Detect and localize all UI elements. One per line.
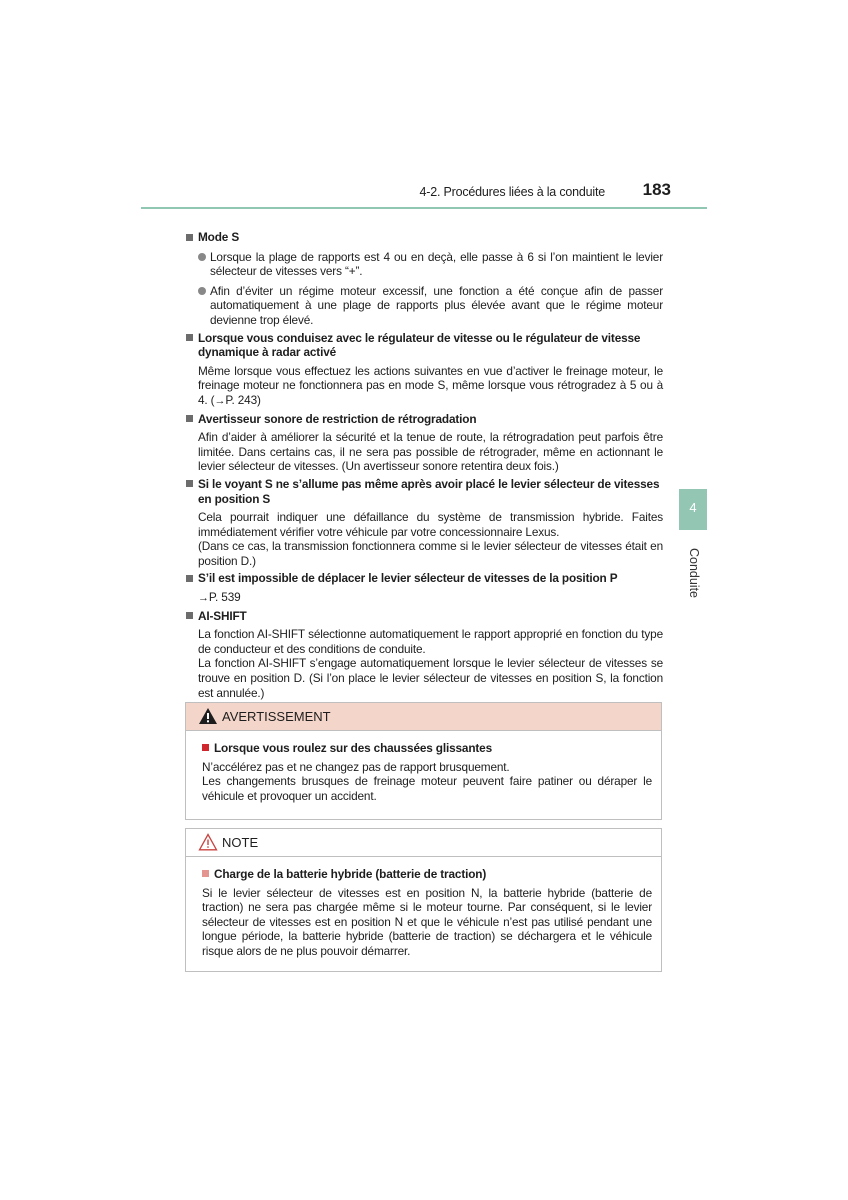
square-bullet-icon — [202, 870, 209, 877]
note-text — [202, 886, 652, 959]
paragraph-text: La fonction AI-SHIFT sélectionne automatiquement le rapport approprié en fonction du type de conducteur et des conditions de conduite. — [198, 627, 663, 656]
paragraph-text: Même lorsque vous effectuez les actions suivantes en vue d’activer le freinage moteur, le freinage moteur ne fonctionnera pas en mode S, même lorsque vous rétrogradez à 5 ou à 4. ( — [198, 363, 663, 407]
warning-label: AVERTISSEMENT — [222, 709, 331, 724]
heading-text: Lorsque vous conduisez avec le régulateur de vitesse ou le régulateur de vitesse dynamique à radar activé — [198, 330, 641, 360]
square-bullet-icon — [186, 575, 193, 582]
note-label: NOTE — [222, 835, 259, 850]
reference-line — [186, 590, 663, 606]
page-reference[interactable]: P. 243 — [225, 392, 257, 407]
right-arrow-icon: → — [214, 394, 226, 407]
note-triangle-icon — [198, 833, 218, 851]
paragraph-text: Afin d’aider à améliorer la sécurité et la tenue de route, la rétrogradation peut parfois être limitée. Dans certains cas, il ne sera pas possible de rétrograder, même en actionnant le levier sélecteur de vitesses. (Un avertisseur sonore retentira deux fois.) — [198, 430, 663, 474]
square-bullet-icon — [202, 744, 209, 751]
header-rule — [141, 207, 707, 209]
heading-text: Mode S — [198, 230, 240, 244]
heading-text: AI-SHIFT — [198, 608, 247, 623]
warning-text — [202, 760, 652, 804]
warning-body — [186, 731, 661, 803]
paragraph-text: ) — [257, 392, 261, 407]
page-number: 183 — [642, 180, 671, 199]
heading-text: S’il est impossible de déplacer le levier sélecteur de vitesses de la position P — [198, 571, 618, 586]
section-heading — [186, 412, 663, 427]
section-heading — [186, 477, 663, 506]
paragraph-text: Les changements brusques de freinage moteur peuvent faire patiner ou déraper le véhicule et provoquer un accident. — [202, 774, 652, 803]
paragraph — [186, 430, 663, 474]
note-header — [186, 829, 661, 857]
list-item — [186, 284, 663, 328]
heading-text: Si le voyant S ne s’allume pas même après avoir placé le levier sélecteur de vitesses en position S — [198, 476, 660, 506]
circle-bullet-icon — [198, 287, 206, 295]
section-heading — [186, 571, 663, 586]
paragraph-text: N’accélérez pas et ne changez pas de rapport brusquement. — [202, 759, 510, 774]
heading-text: Charge de la batterie hybride (batterie de traction) — [214, 867, 487, 881]
section-heading — [186, 609, 663, 624]
list-item-text: Lorsque la plage de rapports est 4 ou en deçà, elle passe à 6 si l’on maintient le levier sélecteur de vitesses vers “+”. — [210, 249, 663, 279]
section-title: 4-2. Procédures liées à la conduite — [419, 185, 605, 199]
paragraph-text: (Dans ce cas, la transmission fonctionnera comme si le levier sélecteur de vitesses était en position D.) — [198, 539, 663, 568]
section-heading — [186, 331, 663, 360]
circle-bullet-icon — [198, 253, 206, 261]
warning-triangle-icon — [198, 707, 218, 725]
warning-header — [186, 703, 661, 731]
list-item-text: Afin d’éviter un régime moteur excessif, une fonction a été conçue afin de passer automatiquement à une plage de rapports plus élevée avant que le régime moteur devienne trop élevé. — [210, 283, 663, 327]
paragraph-text: La fonction AI-SHIFT s’engage automatiquement lorsque le levier sélecteur de vitesses se trouve en position D. (Si l’on place le levier sélecteur de vitesses en position S, la fonction est annulée.) — [198, 656, 663, 700]
heading-text: Avertisseur sonore de restriction de rétrogradation — [198, 411, 477, 426]
paragraph — [186, 627, 663, 700]
note-heading — [202, 867, 652, 882]
warning-heading — [202, 741, 652, 756]
paragraph-text: Cela pourrait indiquer une défaillance du système de transmission hybride. Faites immédiatement vérifier votre véhicule par votre concessionnaire Lexus. — [198, 510, 663, 539]
square-bullet-icon — [186, 415, 193, 422]
square-bullet-icon — [186, 480, 193, 487]
paragraph-text: Si le levier sélecteur de vitesses est en position N, la batterie hybride (batterie de traction) ne sera pas chargée même si le moteur tourne. Par conséquent, si le levier sélecteur de vitesses est en position N et que le véhicule n’est pas utilisé pendant une longue période, la batterie hybride (batterie de traction) se déchargera et le véhicule risque alors de ne plus pouvoir démarrer. — [202, 885, 652, 958]
main-content — [186, 227, 663, 700]
section-heading — [186, 230, 663, 245]
square-bullet-icon — [186, 234, 193, 241]
right-arrow-icon: → — [198, 592, 209, 605]
warning-box — [185, 702, 662, 820]
note-body — [186, 857, 661, 959]
chapter-tab: 4 — [679, 489, 707, 530]
page-reference[interactable]: P. 539 — [208, 590, 241, 605]
square-bullet-icon — [186, 334, 193, 341]
square-bullet-icon — [186, 612, 193, 619]
paragraph — [186, 364, 663, 409]
page-header — [141, 182, 707, 208]
heading-text: Lorsque vous roulez sur des chaussées glissantes — [214, 741, 492, 755]
list-item — [186, 250, 663, 279]
chapter-label: Conduite — [687, 547, 701, 599]
paragraph — [186, 510, 663, 568]
note-box — [185, 828, 662, 972]
